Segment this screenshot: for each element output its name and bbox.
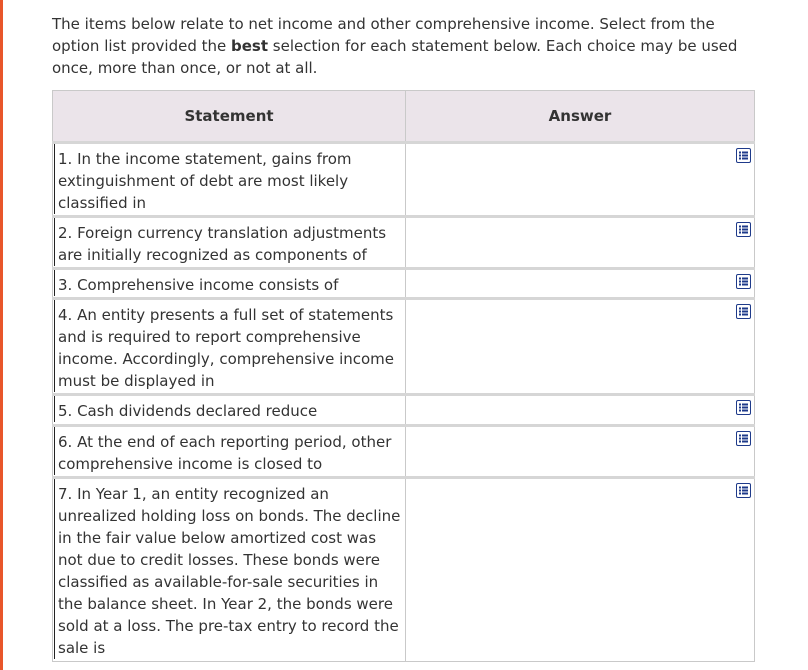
instructions-emphasis: best [231,37,269,55]
list-select-icon[interactable] [736,483,751,498]
statement-text: 3. Comprehensive income consists of [54,270,405,296]
answer-cell[interactable] [406,217,755,269]
statement-cell [53,299,406,395]
list-select-icon[interactable] [736,431,751,446]
answer-cell[interactable] [406,395,755,425]
answer-cell[interactable] [406,425,755,477]
table-row [53,395,755,425]
statement-column-header: Statement [53,91,406,143]
list-select-icon[interactable] [736,222,751,237]
table-row [53,143,755,217]
instructions-text-2: selection for each statement below. Each choice may be used once, more than once, or not at all. [52,37,738,77]
instructions-text-1: The items below relate to net income and other comprehensive income. Select from the option list provided the [52,15,715,55]
answer-cell[interactable] [406,143,755,217]
answer-cell[interactable] [406,269,755,299]
instructions [52,13,752,79]
list-select-icon[interactable] [736,148,751,163]
table-row [53,425,755,477]
answer-cell[interactable] [406,477,755,661]
statement-text: 4. An entity presents a full set of statements and is required to report comprehensive income. Accordingly, comprehensive income must be displayed in [54,300,405,392]
table-row [53,269,755,299]
statement-cell [53,269,406,299]
left-accent-bar [0,0,3,670]
question-table [52,90,755,662]
statement-text: 5. Cash dividends declared reduce [54,396,405,422]
list-select-icon[interactable] [736,274,751,289]
table-row [53,477,755,661]
table-row [53,299,755,395]
statement-text: 6. At the end of each reporting period, other comprehensive income is closed to [54,427,405,475]
answer-cell[interactable] [406,299,755,395]
header-row [53,91,755,143]
list-select-icon[interactable] [736,304,751,319]
statement-cell [53,477,406,661]
statement-text: 7. In Year 1, an entity recognized an unrealized holding loss on bonds. The decline in the fair value below amortized cost was not due to credit losses. These bonds were classified as available-for-sale securities in the balance sheet. In Year 2, the bonds were sold at a loss. The pre-tax entry to record the sale is [54,479,405,659]
statement-cell [53,143,406,217]
answer-column-header: Answer [406,91,755,143]
statement-cell [53,425,406,477]
statement-cell [53,395,406,425]
statement-text: 2. Foreign currency translation adjustments are initially recognized as components of [54,218,405,266]
statement-text: 1. In the income statement, gains from extinguishment of debt are most likely classified in [54,144,405,214]
list-select-icon[interactable] [736,400,751,415]
statement-cell [53,217,406,269]
table-row [53,217,755,269]
